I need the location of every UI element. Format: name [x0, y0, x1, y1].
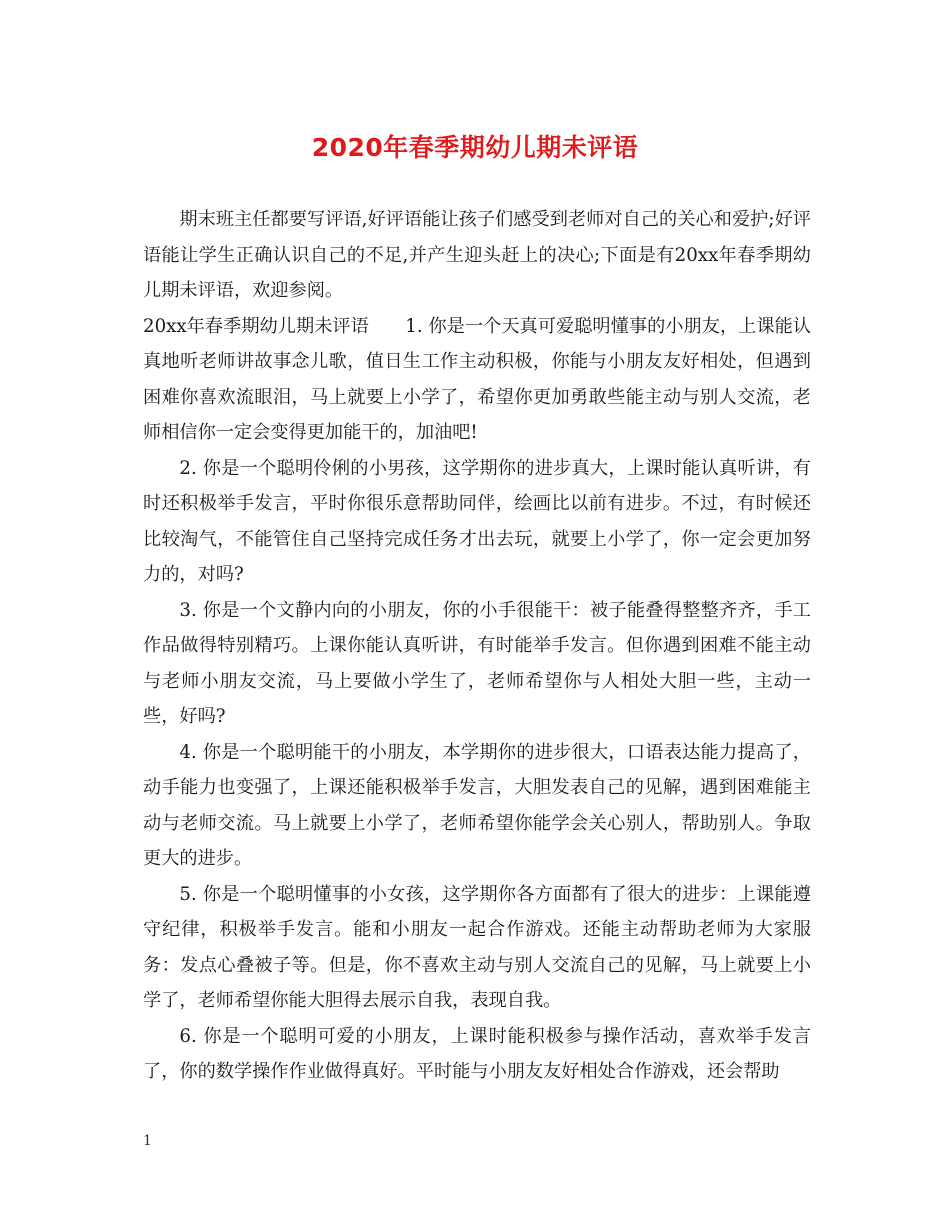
- comment-paragraph-3: 3. 你是一个文静内向的小朋友，你的小手很能干：被子能叠得整整齐齐，手工作品做得特别精巧。上课你能认真听讲，有时能举手发言。但你遇到困难不能主动与老师小朋友交流，马上要做小学生了，老师希望你与人相处大胆一些，主动一些，好吗?: [143, 599, 811, 727]
- comment-paragraph-5: 5. 你是一个聪明懂事的小女孩，这学期你各方面都有了很大的进步：上课能遵守纪律，积极举手发言。能和小朋友一起合作游戏。还能主动帮助老师为大家服务：发点心叠被子等。但是，你不喜欢主动与别人交流自己的见解，马上就要上小学了，老师希望你能大胆得去展示自我，表现自我。: [143, 883, 811, 1011]
- comment-paragraph-6: 6. 你是一个聪明可爱的小朋友，上课时能积极参与操作活动，喜欢举手发言了，你的数学操作作业做得真好。平时能与小朋友友好相处合作游戏，还会帮助: [143, 1025, 811, 1082]
- document-body: [143, 202, 811, 1090]
- intro-paragraph: 期末班主任都要写评语,好评语能让孩子们感受到老师对自己的关心和爱护;好评语能让学生正确认识自己的不足,并产生迎头赶上的决心;下面是有20xx年春季期幼儿期未评语，欢迎参阅。: [143, 209, 811, 301]
- comment-paragraph-1: 20xx年春季期幼儿期未评语 1. 你是一个天真可爱聪明懂事的小朋友，上课能认真地听老师讲故事念儿歌，值日生工作主动积极，你能与小朋友友好相处，但遇到困难你喜欢流眼泪，马上就要上小学了，希望你更加勇敢些能主动与别人交流，老师相信你一定会变得更加能干的，加油吧!: [143, 315, 811, 443]
- page-number: 1: [143, 1133, 152, 1149]
- comment-paragraph-4: 4. 你是一个聪明能干的小朋友，本学期你的进步很大，口语表达能力提高了，动手能力也变强了，上课还能积极举手发言，大胆发表自己的见解，遇到困难能主动与老师交流。马上就要上小学了，老师希望你能学会关心别人，帮助别人。争取更大的进步。: [143, 741, 811, 869]
- comment-paragraph-2: 2. 你是一个聪明伶俐的小男孩，这学期你的进步真大，上课时能认真听讲，有时还积极举手发言，平时你很乐意帮助同伴，绘画比以前有进步。不过，有时候还比较淘气，不能管住自己坚持完成任务才出去玩，就要上小学了，你一定会更加努力的，对吗?: [143, 457, 811, 585]
- document-title: 2020年春季期幼儿期未评语: [311, 133, 639, 162]
